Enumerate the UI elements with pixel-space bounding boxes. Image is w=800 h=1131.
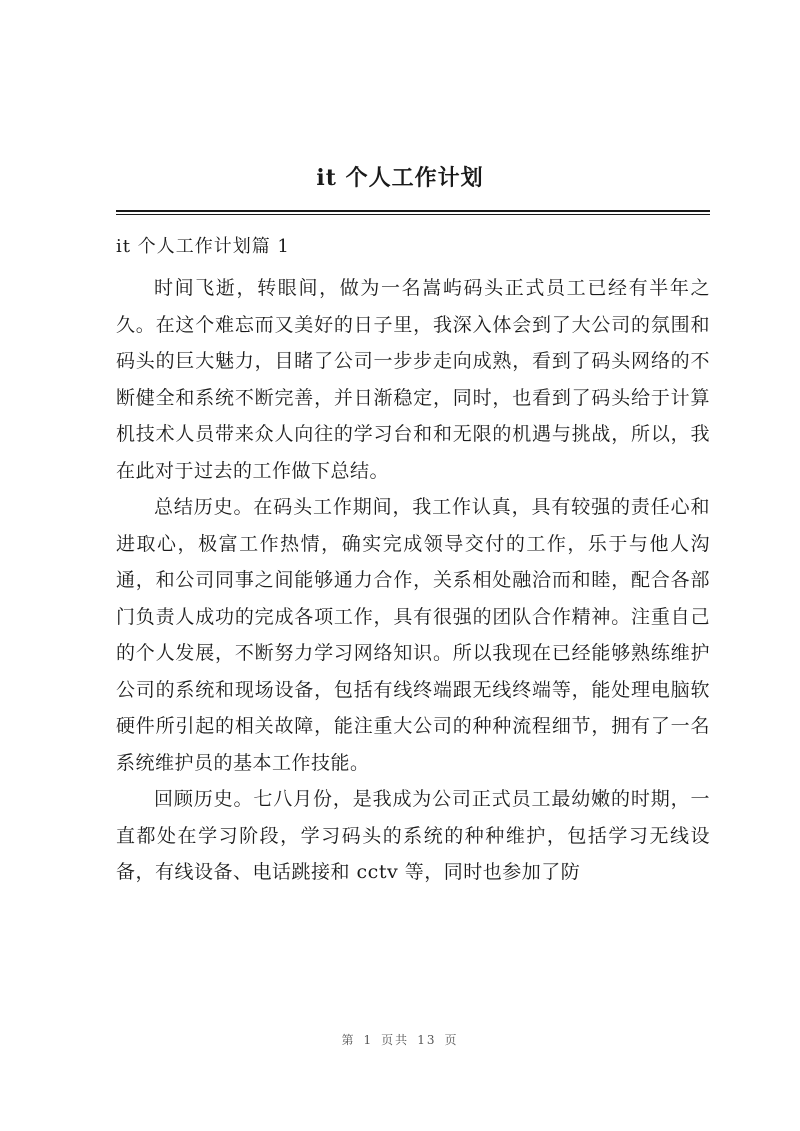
footer-page-number: 1: [363, 1033, 374, 1047]
footer-total-pages: 13: [417, 1033, 437, 1047]
paragraph: 时间飞逝，转眼间，做为一名嵩屿码头正式员工已经有半年之久。在这个难忘而又美好的日子里，我深入体会到了大公司的氛围和码头的巨大魅力，目睹了公司一步步走向成熟，看到了码头网络的不断健全和系统不断完善，并日渐稳定，同时，也看到了码头给于计算机技术人员带来众人向往的学习台和和无限的机遇与挑战，所以，我在此对于过去的工作做下总结。: [116, 277, 710, 482]
paragraph: 回顾历史。七八月份，是我成为公司正式员工最幼嫩的时期，一直都处在学习阶段，学习码头的系统的种种维护，包括学习无线设备，有线设备、电话跳接和 cctv 等，同时也参加了防: [116, 788, 710, 883]
document-title: it 个人工作计划: [316, 165, 484, 191]
footer-prefix: 第: [341, 1033, 356, 1047]
paragraph: 总结历史。在码头工作期间，我工作认真，具有较强的责任心和进取心，极富工作热情，确实完成领导交付的工作，乐于与他人沟通，和公司同事之间能够通力合作，关系相处融洽而和睦，配合各部门负责人成功的完成各项工作，具有很强的团队合作精神。注重自己的个人发展，不断努力学习网络知识。所以我现在已经能够熟练维护公司的系统和现场设备，包括有线终端跟无线终端等，能处理电脑软硬件所引起的相关故障，能注重大公司的种种流程细节，拥有了一名系统维护员的基本工作技能。: [116, 496, 710, 774]
footer-suffix: 页: [444, 1033, 459, 1047]
section-heading: it 个人工作计划篇 1: [116, 236, 290, 257]
page-footer: [0, 1031, 800, 1048]
document-body: [116, 270, 710, 891]
title-divider-thin: [116, 214, 710, 215]
footer-mid: 页共: [381, 1033, 410, 1047]
title-divider: [116, 210, 710, 212]
